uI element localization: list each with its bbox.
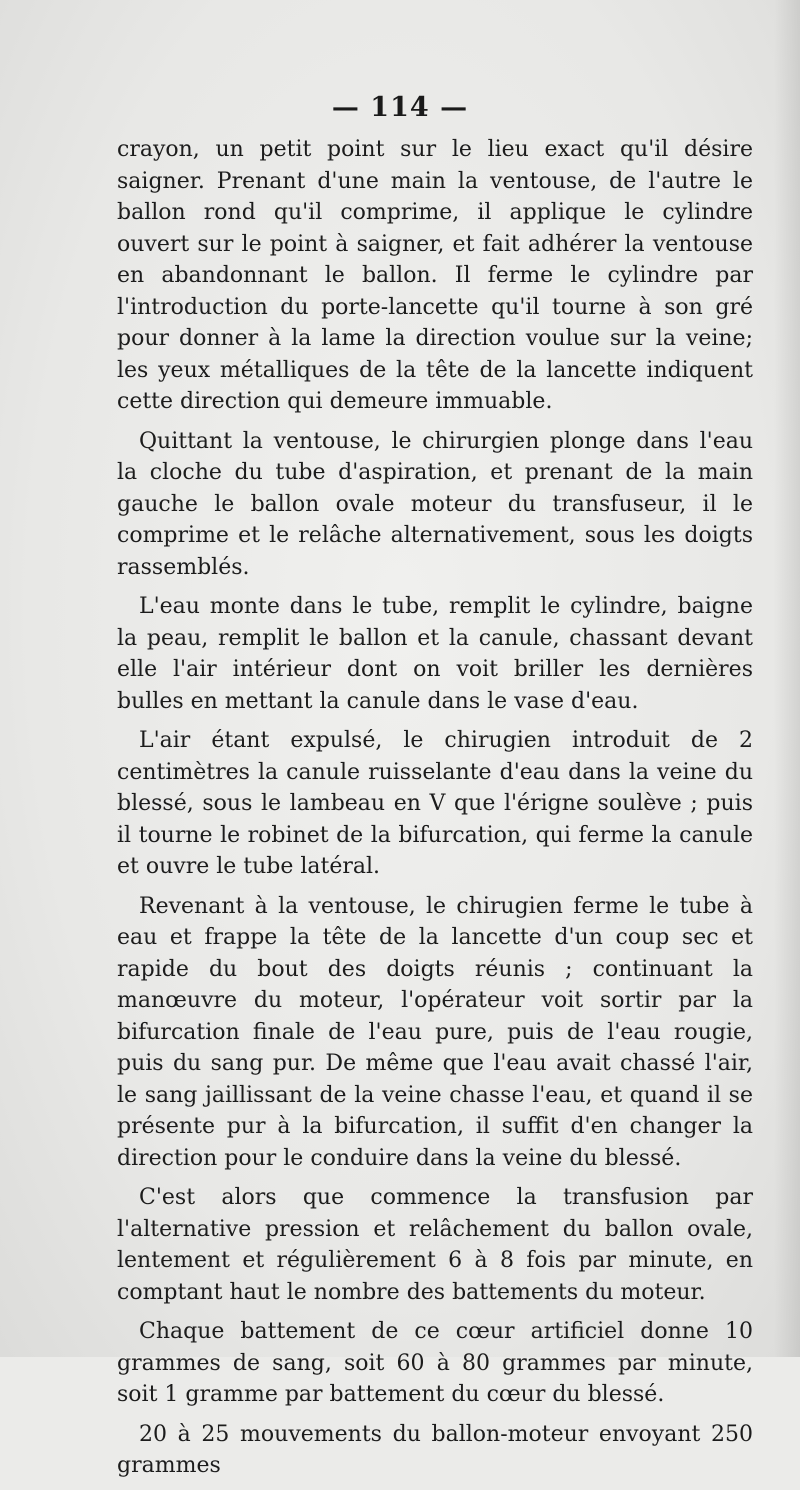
paragraph: L'eau monte dans le tube, remplit le cylindre, baigne la peau, remplit le ballon et la canule, chassant devant elle l'air intérieur dont on voit briller les dernières bulles en mettant la canule dans le vase d'eau. — [117, 594, 753, 714]
paragraph: crayon, un petit point sur le lieu exact qu'il désire saigner. Prenant d'une main la ventouse, de l'autre le ballon rond qu'il comprime, il applique le cylindre ouvert sur le point à saigner, et fait adhérer la ventouse en abandonnant le ballon. Il ferme le cylindre par l'introduction du porte-lancette qu'il tourne à son gré pour donner à la lame la direction voulue sur la veine; les yeux métalliques de la tête de la lancette indiquent cette direction qui demeure immuable. — [117, 137, 753, 414]
paragraph: Quittant la ventouse, le chirurgien plonge dans l'eau la cloche du tube d'aspiration, et prenant de la main gauche le ballon ovale moteur du transfuseur, il le comprime et le relâche alternativement, sous les doigts rassemblés. — [117, 428, 753, 580]
paragraph: L'air étant expulsé, le chirugien introduit de 2 centimètres la canule ruisselante d'eau dans la veine du blessé, sous le lambeau en V que l'érigne soulève ; puis il tourne le robinet de la bifurcation, qui ferme la canule et ouvre le tube latéral. — [117, 728, 753, 879]
page-number: — 114 — — [331, 92, 469, 123]
page-edge-shadow — [774, 0, 800, 1357]
paragraph: C'est alors que commence la transfusion par l'alternative pression et relâchement du ballon ovale, lentement et régulièrement 6 à 8 fois par minute, en comptant haut le nombre des battements du moteur. — [117, 1185, 753, 1305]
paragraph: 20 à 25 mouvements du ballon-moteur envoyant 250 grammes — [117, 1421, 753, 1478]
paragraph: Chaque battement de ce cœur artificiel donne 10 grammes de sang, soit 60 à 80 grammes par minute, soit 1 gramme par battement du cœur du blessé. — [117, 1319, 753, 1407]
paragraph: Revenant à la ventouse, le chirugien ferme le tube à eau et frappe la tête de la lancette d'un coup sec et rapide du bout des doigts réunis ; continuant la manœuvre du moteur, l'opérateur voit sortir par la bifurcation finale de l'eau pure, puis de l'eau rougie, puis du sang pur. De même que l'eau avait chassé l'air, le sang jaillissant de la veine chasse l'eau, et quand il se présente pur à la bifurcation, il suffit d'en changer la direction pour le conduire dans la veine du blessé. — [117, 893, 753, 1171]
body-text — [117, 134, 753, 1490]
